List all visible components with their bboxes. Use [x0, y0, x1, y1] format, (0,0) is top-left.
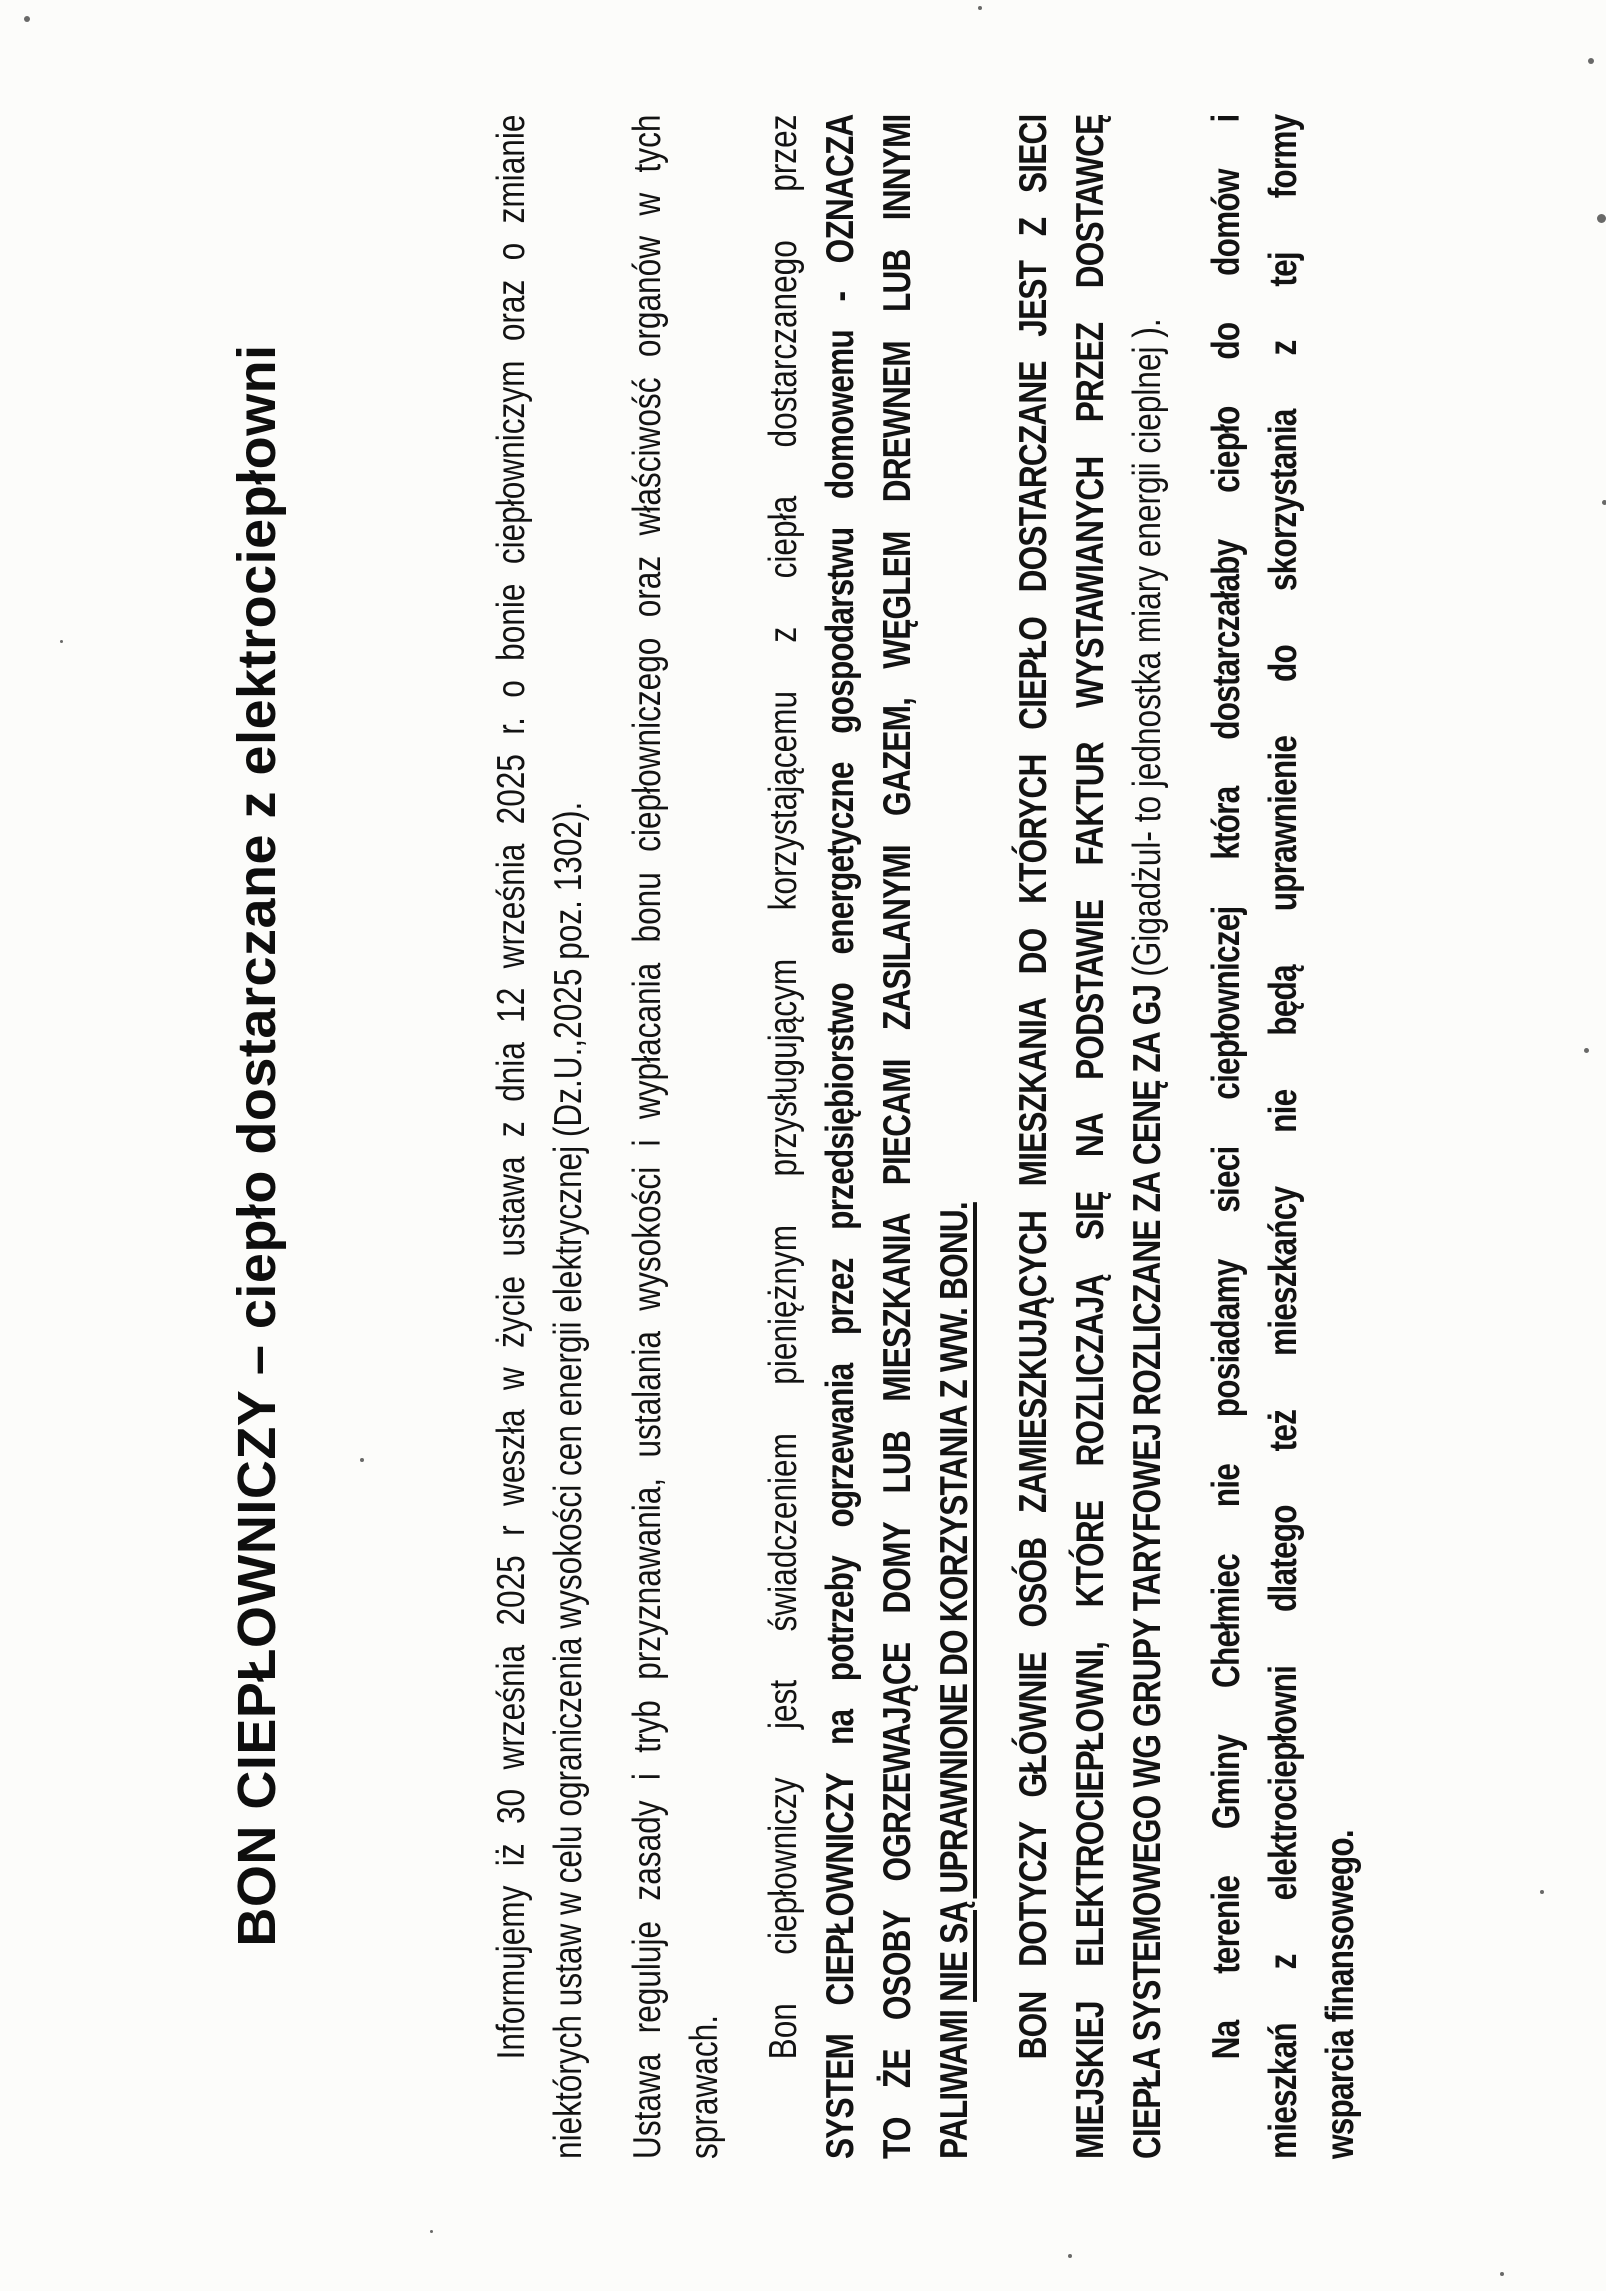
text-run-regular: Ustawa reguluje zasady i tryb przyznawania, ustalania wysokości i wypłacania bonu ciepłowniczego oraz właściwość organów w tych — [626, 114, 670, 2159]
text-line — [1255, 115, 1312, 2159]
text-run-regular: Bon ciepłowniczy jest świadczeniem pieniężnym przysługującym korzystającemu z ciepła dostarczanego przez — [762, 114, 806, 2060]
text-line — [540, 115, 597, 2159]
text-run-regular: (Gigadżul- to jednostka miary energii cieplnej ). — [1126, 318, 1170, 977]
text-run-bold: TO ŻE OSOBY OGRZEWAJĄCE DOMY LUB MIESZKANIA PIECAMI ZASILANYMI GAZEM, WĘGLEM DREWNEM LUB INNYMI — [876, 114, 920, 2159]
text-run-bold: wsparcia finansowego. — [1319, 1830, 1363, 2159]
text-line — [755, 115, 812, 2159]
paragraph-scope — [619, 115, 733, 2159]
text-run-bold: CIEPŁA SYSTEMOWEGO WG GRUPY TARYFOWEJ ROZLICZANE ZA CENĘ ZA GJ — [1126, 976, 1170, 2159]
scan-speck — [360, 1458, 364, 1462]
scan-speck — [60, 640, 63, 643]
scan-speck — [1068, 2254, 1072, 2258]
scan-speck — [24, 16, 30, 22]
text-run-regular: sprawach. — [683, 2015, 727, 2159]
document-title: BON CIEPŁOWNICZY – ciepło dostarczane z elektrociepłowni — [227, 344, 287, 1947]
scan-speck — [978, 6, 982, 10]
text-line — [1198, 115, 1255, 2159]
paragraph-gmina-chelmiec — [1198, 115, 1369, 2159]
text-line — [619, 115, 676, 2159]
text-run-bold: BON DOTYCZY GŁÓWNIE OSÓB ZAMIESZKUJĄCYCH MIESZKANIA DO KTÓRYCH CIEPŁO DOSTARCZANE JEST Z SIECI — [1012, 114, 1056, 2060]
scan-speck — [430, 2230, 433, 2233]
text-run-bold: MIEJSKIEJ ELEKTROCIEPŁOWNI, KTÓRE ROZLICZAJĄ SIĘ NA PODSTAWIE FAKTUR WYSTAWIANYCH PRZEZ DOSTAWCĘ — [1069, 114, 1113, 2159]
text-line — [926, 115, 983, 2159]
text-line — [1119, 115, 1176, 2159]
scan-speck — [1584, 1048, 1589, 1053]
scan-speck — [1602, 500, 1606, 505]
text-line — [676, 115, 733, 2159]
paragraph-eligibility — [1005, 115, 1176, 2159]
text-run-bold-underline: NIE SĄ UPRAWNIONE DO KORZYSTANIA Z WW. BONU. — [933, 1202, 977, 2002]
text-run-bold: PALIWAMI — [933, 2001, 977, 2159]
text-line — [869, 115, 926, 2159]
text-run-bold: mieszkań z elektrociepłowni dlatego też mieszkańcy nie będą uprawnienie do skorzystania z tej formy — [1262, 114, 1306, 2159]
text-line — [1312, 115, 1369, 2159]
text-line — [1062, 115, 1119, 2159]
text-run-regular: niektórych ustaw w celu ograniczenia wysokości cen energii elektrycznej (Dz.U.,2025 poz. 1302). — [547, 801, 591, 2159]
text-line — [1005, 115, 1062, 2159]
paragraph-definition — [755, 115, 983, 2159]
scan-speck — [1500, 2272, 1504, 2276]
paragraph-intro — [483, 115, 597, 2159]
text-line — [812, 115, 869, 2159]
scan-speck — [1540, 1890, 1544, 1894]
scan-speck — [1597, 214, 1606, 223]
text-run-bold: Na terenie Gminy Chełmiec nie posiadamy sieci ciepłowniczej która dostarczałaby ciepło do domów i — [1205, 114, 1249, 2060]
text-line — [483, 115, 540, 2159]
document-body — [483, 115, 1369, 2159]
scan-speck — [1588, 58, 1594, 64]
text-run-bold: SYSTEM CIEPŁOWNICZY na potrzeby ogrzewania przez przedsiębiorstwo energetyczne gospodarstwu domowemu - OZNACZA — [819, 114, 863, 2159]
text-run-regular: Informujemy iż 30 września 2025 r weszła w życie ustawa z dnia 12 września 2025 r. o bonie ciepłowniczym oraz o zmianie — [490, 114, 534, 2060]
